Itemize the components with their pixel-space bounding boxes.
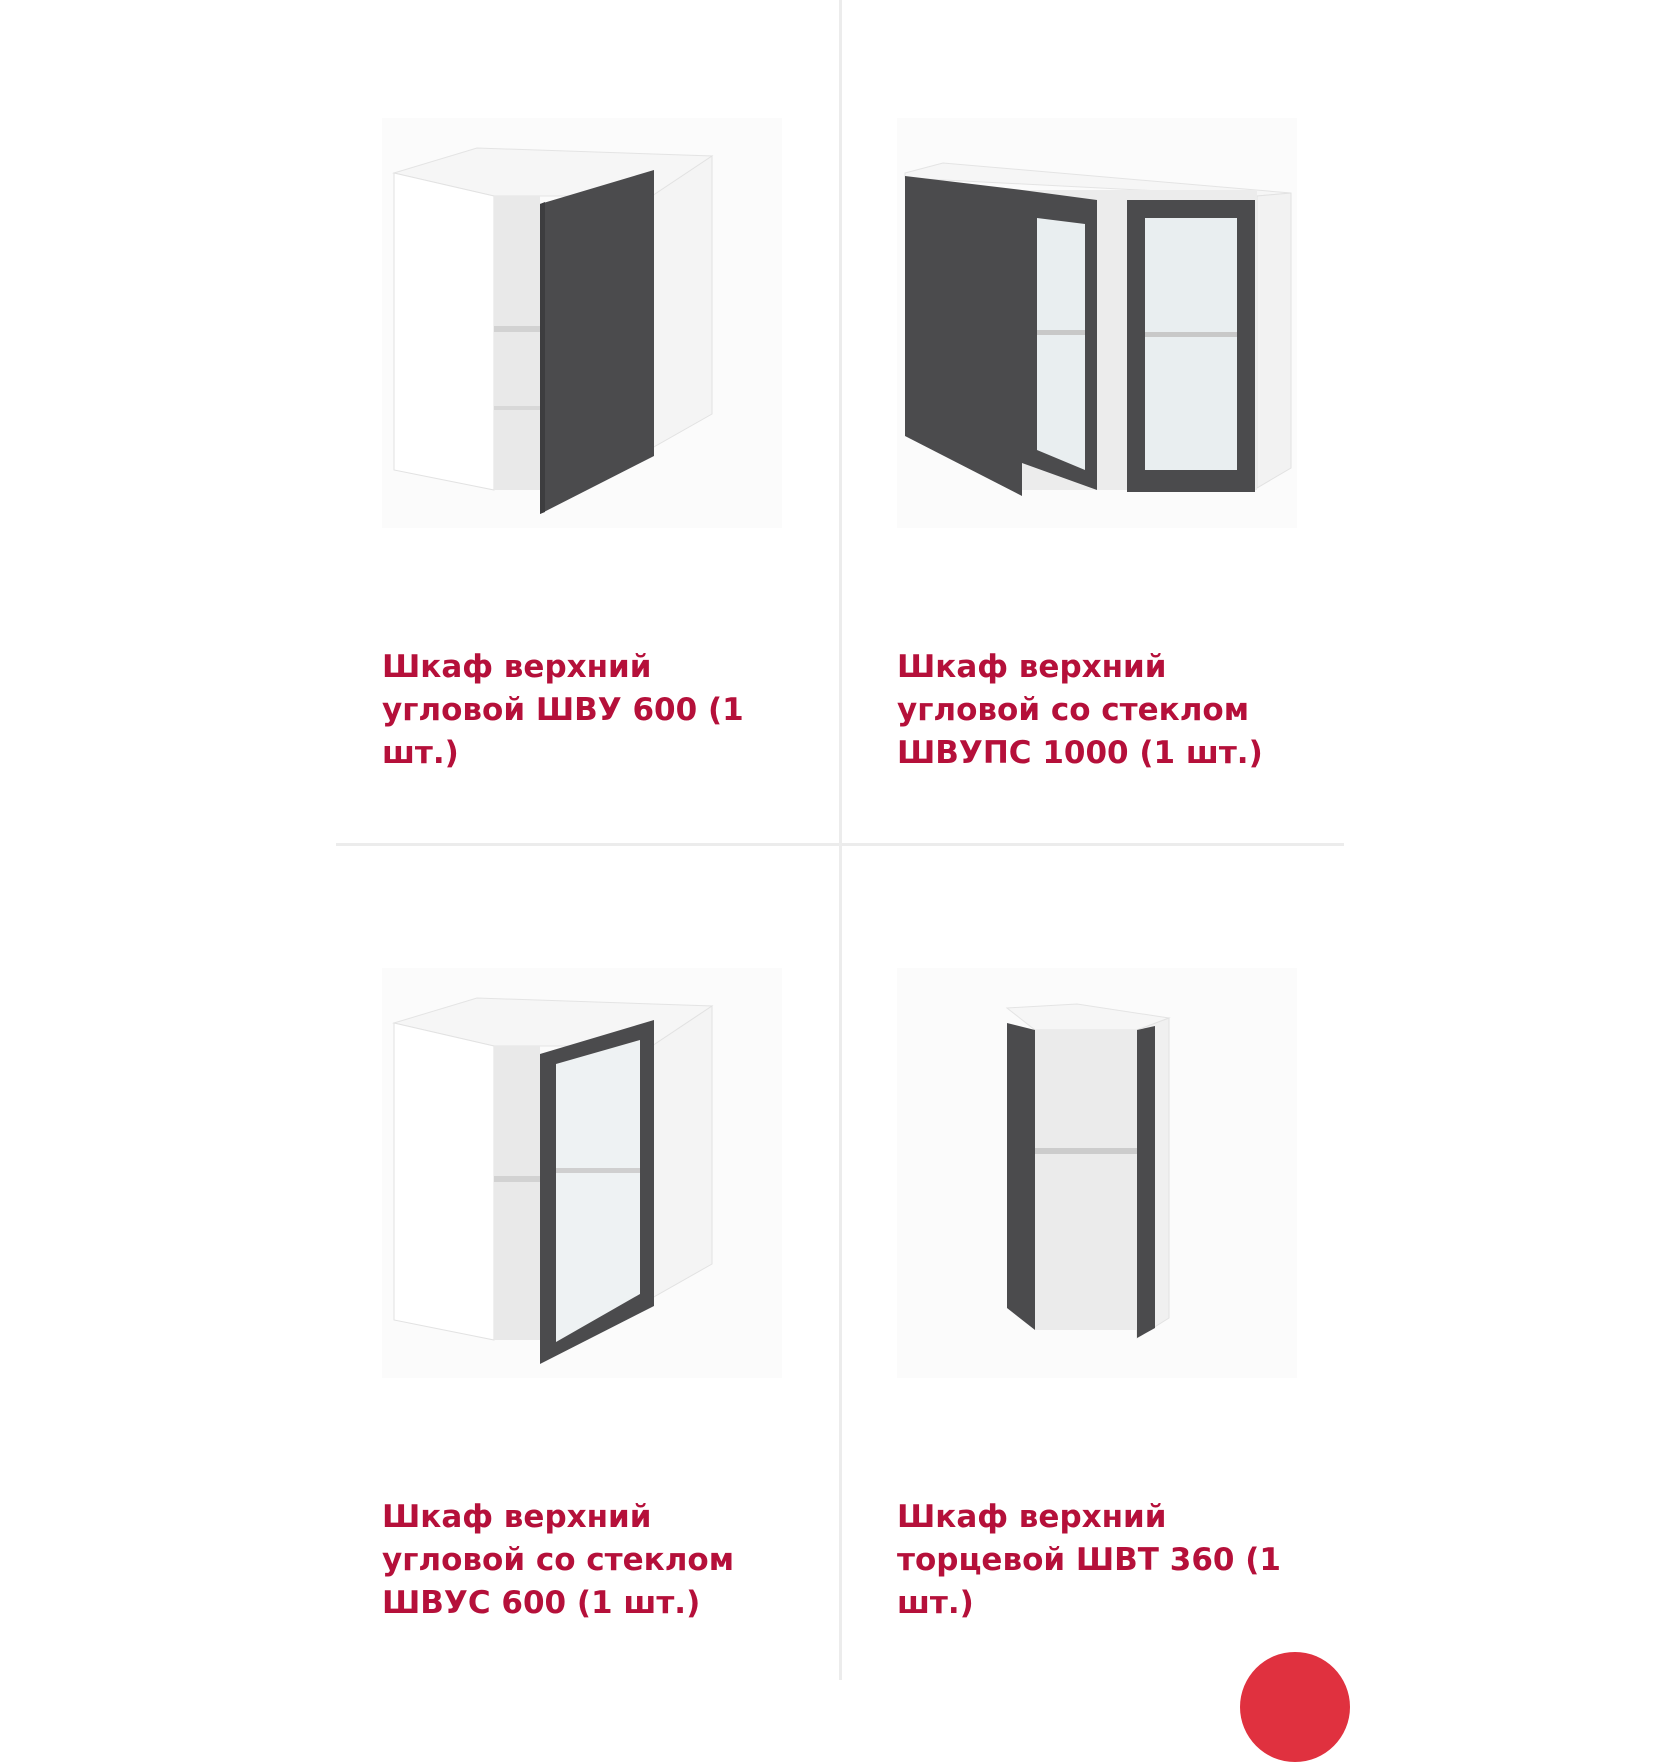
product-title[interactable]: Шкаф верхний угловой со стеклом ШВУС 600 (1 шт.) xyxy=(382,1499,735,1621)
product-title[interactable]: Шкаф верхний угловой ШВУ 600 (1 шт.) xyxy=(382,649,744,771)
product-title[interactable]: Шкаф верхний угловой со стеклом ШВУПС 1000 (1 шт.) xyxy=(897,649,1263,771)
product-image-corner-cabinet[interactable] xyxy=(382,118,782,528)
product-image-end-cabinet[interactable] xyxy=(897,968,1297,1378)
product-title[interactable]: Шкаф верхний торцевой ШВТ 360 (1 шт.) xyxy=(897,1499,1281,1621)
product-image-corner-glass-cabinet[interactable] xyxy=(897,118,1297,528)
grid-divider-vertical xyxy=(839,0,842,1680)
grid-divider-horizontal xyxy=(336,843,1344,846)
floating-action-button[interactable] xyxy=(1240,1652,1350,1762)
product-image-corner-glass-single-cabinet[interactable] xyxy=(382,968,782,1378)
